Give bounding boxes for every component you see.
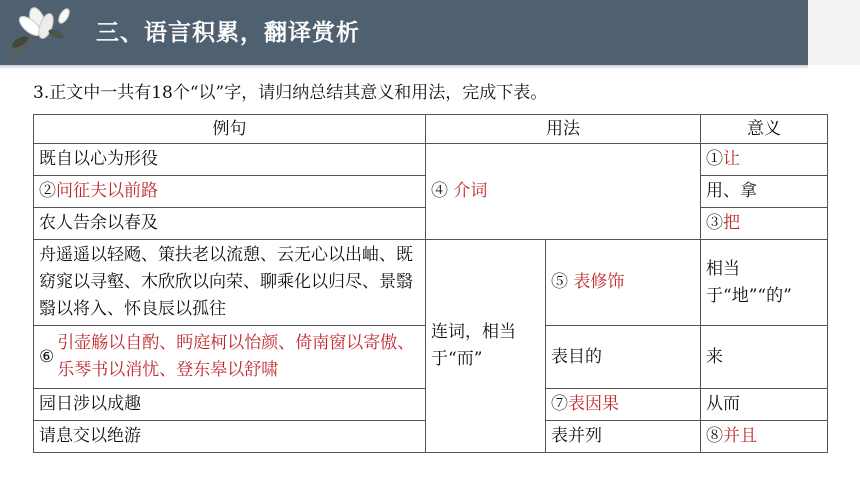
blank-number: ④ [431, 181, 448, 201]
meaning-cell [701, 389, 828, 421]
example-text: 农人告余以春及 [39, 213, 158, 233]
answer-text: 把 [723, 213, 740, 233]
usage-table [33, 114, 828, 453]
meaning-cell [701, 176, 828, 208]
example-cell [34, 144, 426, 176]
meaning-cell [701, 240, 828, 326]
meaning-text: 来 [706, 346, 723, 367]
meaning-cell [701, 326, 828, 389]
header-usage: 用法 [426, 115, 701, 144]
example-text: 园日涉以成趣 [39, 394, 141, 414]
table-header-row [34, 115, 828, 144]
answer-text: 让 [723, 149, 740, 169]
answer-text: 介词 [453, 181, 488, 201]
meaning-text: 用、拿 [706, 181, 757, 201]
answer-text: 并且 [723, 426, 757, 446]
blank-number: ③ [706, 213, 723, 233]
meaning-cell [701, 144, 828, 176]
blank-number: ① [706, 149, 723, 169]
header-shadow [0, 65, 808, 69]
meaning-cell [701, 421, 828, 453]
meaning-text: 从而 [706, 394, 740, 414]
answer-text: 引壶觞以自酌、眄庭柯以怡颜、倚南窗以寄傲、乐琴书以消忧、登东皋以舒啸 [57, 333, 415, 380]
header-meaning: 意义 [701, 115, 828, 144]
blank-number: ⑥ [39, 346, 55, 367]
usage-cell-preposition [426, 144, 701, 240]
blank-number: ⑧ [706, 426, 723, 446]
instruction-text: 3.正文中一共有18个“以”字，请归纳总结其意义和用法，完成下表。 [33, 83, 548, 103]
sub-usage-cell [546, 389, 701, 421]
meaning-cell [701, 208, 828, 240]
example-cell [34, 176, 426, 208]
sub-usage-cell [546, 240, 701, 326]
table-row [34, 144, 828, 176]
example-text: 请息交以绝游 [39, 426, 141, 446]
blank-number: ⑤ [551, 272, 568, 292]
answer-text: 问征夫以前路 [56, 181, 158, 201]
sub-usage-cell [546, 421, 701, 453]
example-cell [34, 421, 426, 453]
usage-cell-conjunction [426, 240, 546, 453]
example-cell [34, 240, 426, 326]
header-example: 例句 [34, 115, 426, 144]
answer-text: 表因果 [568, 394, 619, 414]
magnolia-flower-icon [0, 0, 78, 65]
blank-number: ② [39, 181, 56, 201]
blank-number: ⑦ [551, 394, 568, 414]
sub-usage-text: 表目的 [551, 346, 602, 367]
example-cell [34, 208, 426, 240]
example-text: 舟遥遥以轻飏、策扶老以流憩、云无心以出岫、既窈窕以寻壑、木欣欣以向荣、聊乘化以归尽、景翳翳以将入、怀良辰以孤往 [39, 245, 413, 319]
example-cell [34, 389, 426, 421]
example-cell [34, 326, 426, 389]
sub-usage-cell [546, 326, 701, 389]
sub-usage-text: 表并列 [551, 426, 602, 446]
meaning-text: 相当于“地”“的” [706, 258, 792, 306]
usage-text: 连词，相当于“而” [431, 322, 516, 369]
answer-text: 表修饰 [573, 272, 625, 292]
example-text: 既自以心为形役 [39, 149, 158, 169]
table-row [34, 240, 828, 326]
page-title: 三、语言积累，翻译赏析 [96, 20, 360, 46]
header-corner [808, 0, 860, 65]
